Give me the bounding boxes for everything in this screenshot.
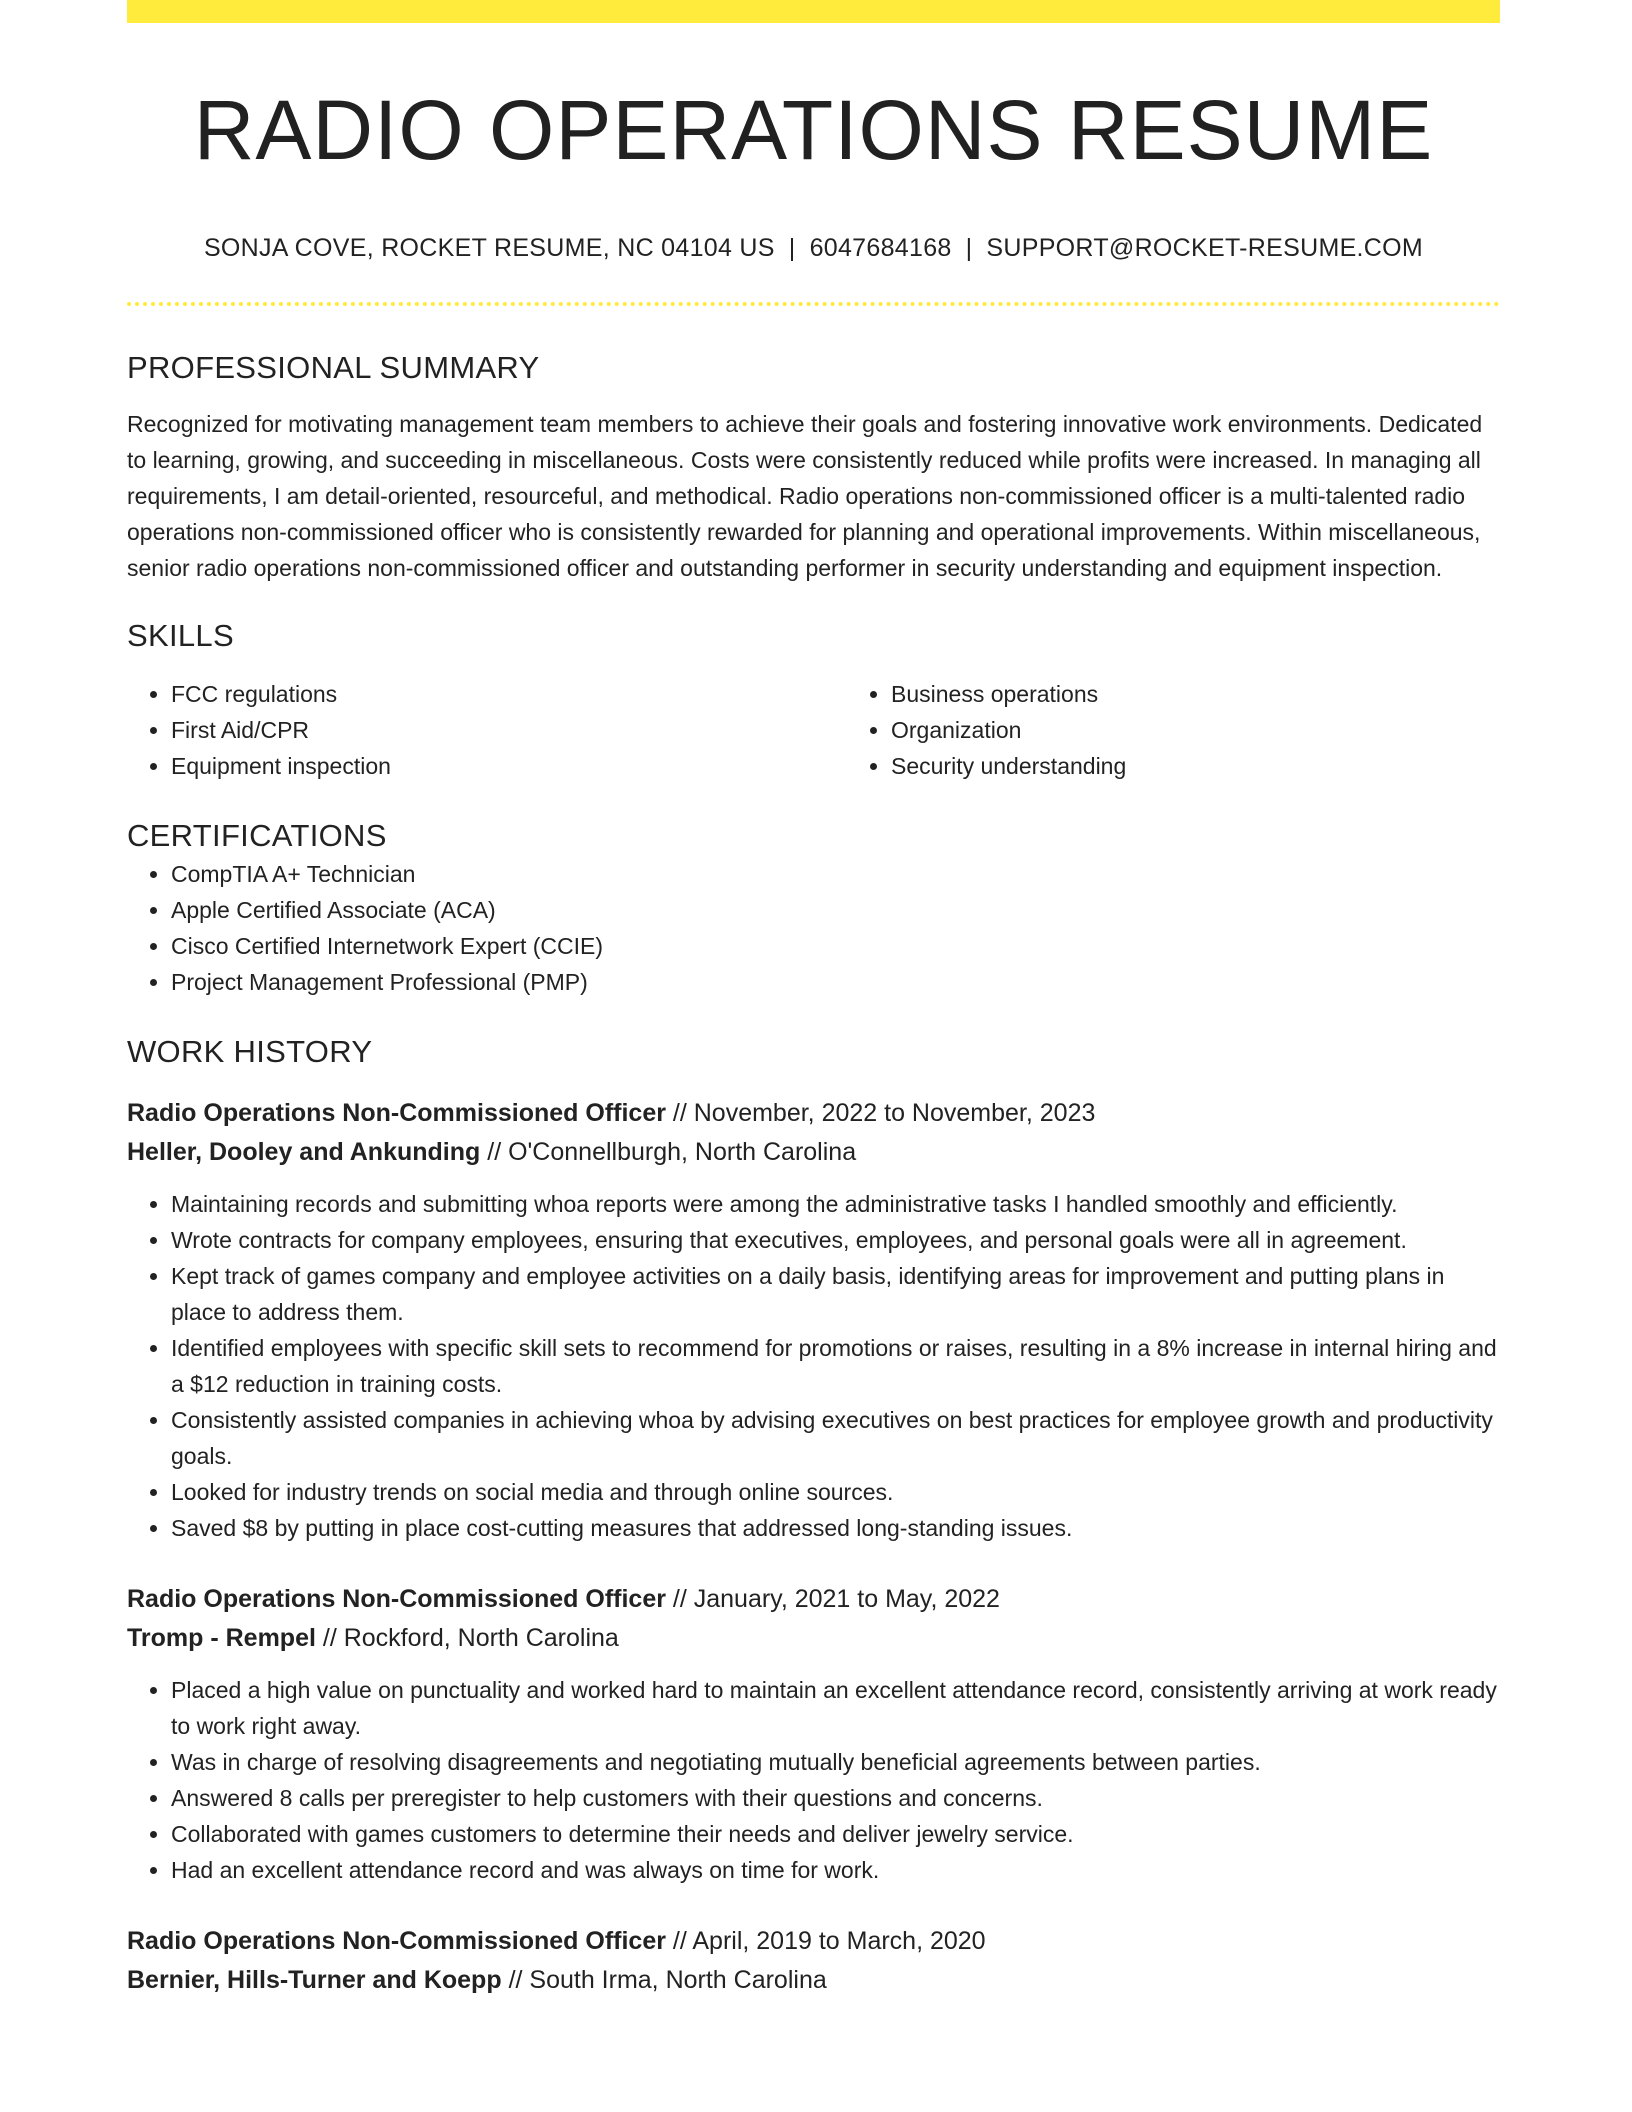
job-dates: // April, 2019 to March, 2020 (672, 1927, 986, 1955)
contact-email[interactable]: SUPPORT@ROCKET-RESUME.COM (986, 234, 1424, 262)
summary-text: Recognized for motivating management team members to achieve their goals and fostering innovative work environments. Dedicated to learning, growing, and succeeding in miscellaneous. Costs were consistently reduced while profits were increased. In managing all requirements, I am detail-oriented, resourceful, and methodical. Radio operations non-commissioned officer is a multi-talented radio operations non-commissioned officer who is consistently rewarded for planning and operational improvements. Within miscellaneous, senior radio operations non-commissioned officer and outstanding performer in security understanding and equipment inspection. (127, 411, 1483, 581)
job-company-line (127, 1961, 1500, 2000)
job-dates: // November, 2022 to November, 2023 (672, 1099, 1096, 1127)
skill-item: • Organization (891, 712, 1567, 748)
job-duty: • Was in charge of resolving disagreements and negotiating mutually beneficial agreements between parties. (171, 1744, 1500, 1780)
resume-title: RADIO OPERATIONS RESUME (193, 83, 1434, 177)
skill-item: • Security understanding (891, 748, 1567, 784)
job-duty: • Consistently assisted companies in achieving whoa by advising executives on best practices for employee growth and productivity goals. (171, 1402, 1500, 1474)
job-duty: • Answered 8 calls per preregister to help customers with their questions and concerns. (171, 1780, 1500, 1816)
job-duty: • Had an excellent attendance record and was always on time for work. (171, 1852, 1500, 1888)
skill-item: • Business operations (891, 676, 1567, 712)
job-duty: • Saved $8 by putting in place cost-cutting measures that addressed long-standing issues. (171, 1510, 1500, 1546)
skill-item: • FCC regulations (171, 676, 847, 712)
summary-heading: PROFESSIONAL SUMMARY (127, 350, 540, 385)
job-title: Radio Operations Non-Commissioned Officer (127, 1585, 666, 1613)
contact-line (127, 232, 1500, 264)
job-entry (127, 1580, 1500, 1888)
dotted-divider (127, 302, 1500, 306)
job-duty: • Looked for industry trends on social media and through online sources. (171, 1474, 1500, 1510)
job-duty: • Identified employees with specific skill sets to recommend for promotions or raises, resulting in a 8% increase in internal hiring and a $12 reduction in training costs. (171, 1330, 1500, 1402)
job-company-line (127, 1133, 1500, 1172)
job-dates: // January, 2021 to May, 2022 (672, 1585, 1000, 1613)
resume-content (127, 0, 1500, 2000)
job-location: // Rockford, North Carolina (322, 1624, 619, 1652)
skill-item: • Equipment inspection (171, 748, 847, 784)
job-location: // O'Connellburgh, North Carolina (487, 1138, 857, 1166)
contact-separator: | (965, 234, 973, 262)
job-entry (127, 1094, 1500, 1546)
job-duty: • Maintaining records and submitting whoa reports were among the administrative tasks I handled smoothly and efficiently. (171, 1186, 1500, 1222)
skills-heading: SKILLS (127, 618, 234, 653)
job-entry (127, 1922, 1500, 2000)
job-company: Heller, Dooley and Ankunding (127, 1138, 481, 1166)
job-title-line (127, 1094, 1500, 1133)
job-location: // South Irma, North Carolina (508, 1966, 827, 1994)
job-company: Tromp - Rempel (127, 1624, 316, 1652)
job-duty: • Collaborated with games customers to determine their needs and deliver jewelry service. (171, 1816, 1500, 1852)
contact-phone[interactable]: 6047684168 (809, 234, 952, 262)
job-duties-list (127, 1186, 1500, 1546)
certifications-heading: CERTIFICATIONS (127, 818, 387, 853)
job-title: Radio Operations Non-Commissioned Officer (127, 1927, 666, 1955)
skills-columns (127, 676, 1500, 784)
skill-item: • First Aid/CPR (171, 712, 847, 748)
skills-left-list (127, 676, 847, 784)
contact-address: SONJA COVE, ROCKET RESUME, NC 04104 US (203, 234, 775, 262)
certification-item: • Cisco Certified Internetwork Expert (CCIE) (171, 928, 1500, 964)
certification-item: • Project Management Professional (PMP) (171, 964, 1500, 1000)
job-duties-list (127, 1672, 1500, 1888)
job-duty: • Wrote contracts for company employees, ensuring that executives, employees, and personal goals were all in agreement. (171, 1222, 1500, 1258)
job-title: Radio Operations Non-Commissioned Officer (127, 1099, 666, 1127)
job-duty: • Placed a high value on punctuality and worked hard to maintain an excellent attendance record, consistently arriving at work ready to work right away. (171, 1672, 1500, 1744)
certification-item: • CompTIA A+ Technician (171, 856, 1500, 892)
job-company-line (127, 1619, 1500, 1658)
contact-separator: | (788, 234, 796, 262)
work-history-heading: WORK HISTORY (127, 1034, 373, 1069)
job-title-line (127, 1580, 1500, 1619)
skills-right-list (847, 676, 1567, 784)
certification-item: • Apple Certified Associate (ACA) (171, 892, 1500, 928)
certifications-list (127, 856, 1500, 1000)
job-title-line (127, 1922, 1500, 1961)
job-company: Bernier, Hills-Turner and Koepp (127, 1966, 502, 1994)
job-duty: • Kept track of games company and employee activities on a daily basis, identifying areas for improvement and putting plans in place to address them. (171, 1258, 1500, 1330)
